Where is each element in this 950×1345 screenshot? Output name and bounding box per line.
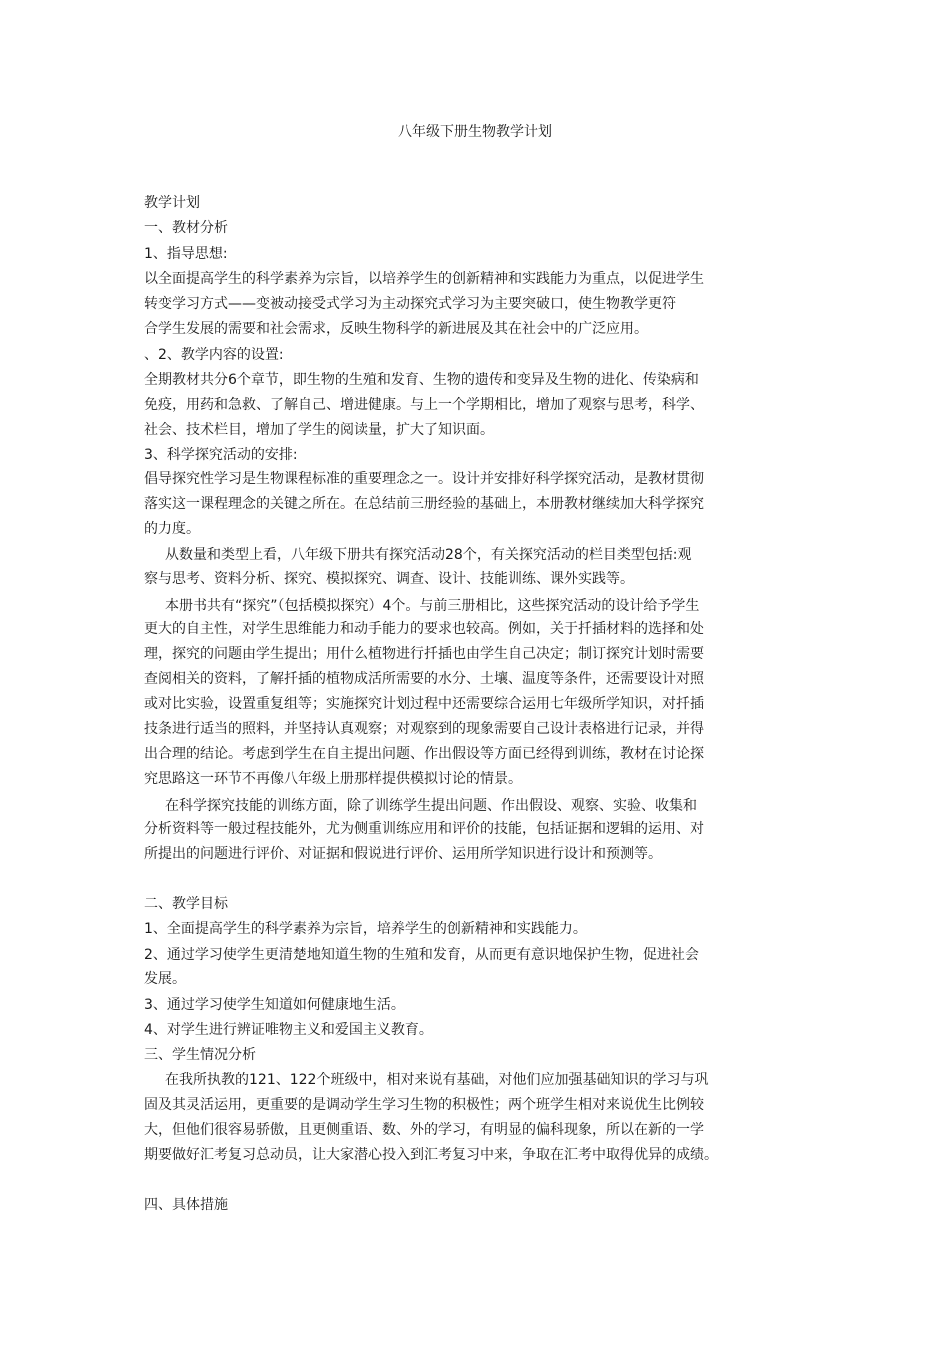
list-item: 4、对学生进行辨证唯物主义和爱国主义教育。 bbox=[144, 1022, 433, 1038]
section-heading-textbook-analysis: 一、教材分析 bbox=[144, 220, 228, 236]
paragraph-line: 究思路这一环节不再像八年级上册那样提供模拟讨论的情景。 bbox=[144, 771, 522, 787]
paragraph-line: 免疫，用药和急救、了解自己、增进健康。与上一个学期相比，增加了观察与思考，科学、 bbox=[144, 397, 704, 413]
paragraph-line: 转变学习方式——变被动接受式学习为主动探究式学习为主要突破口，使生物教学更符 bbox=[144, 296, 676, 312]
heading-teaching-plan: 教学计划 bbox=[144, 195, 200, 211]
paragraph-line: 技条进行适当的照料，并坚持认真观察；对观察到的现象需要自己设计表格进行记录，并得 bbox=[144, 721, 704, 737]
subheading-guiding-thought: 1、指导思想: bbox=[144, 246, 228, 262]
paragraph-line: 大，但他们很容易骄傲，且更侧重语、数、外的学习，有明显的偏科现象，所以在新的一学 bbox=[144, 1122, 704, 1138]
paragraph-line: 倡导探究性学习是生物课程标准的重要理念之一。设计并安排好科学探究活动，是教材贯彻 bbox=[144, 471, 704, 487]
paragraph-line: 在科学探究技能的训练方面，除了训练学生提出问题、作出假设、观察、实验、收集和 bbox=[165, 798, 697, 814]
paragraph-line: 分析资料等一般过程技能外，尤为侧重训练应用和评价的技能，包括证据和逻辑的运用、对 bbox=[144, 821, 704, 837]
subheading-content-setup: 、2、教学内容的设置: bbox=[144, 347, 284, 363]
paragraph-line: 以全面提高学生的科学素养为宗旨，以培养学生的创新精神和实践能力为重点，以促进学生 bbox=[144, 271, 704, 287]
paragraph-line: 期要做好汇考复习总动员，让大家潜心投入到汇考复习中来，争取在汇考中取得优异的成绩。 bbox=[144, 1147, 718, 1163]
paragraph-line: 更大的自主性，对学生思维能力和动手能力的要求也较高。例如，关于扦插材料的选择和处 bbox=[144, 621, 704, 637]
paragraph-line: 的力度。 bbox=[144, 521, 200, 537]
subheading-inquiry-activities: 3、科学探究活动的安排: bbox=[144, 447, 298, 463]
paragraph-line: 固及其灵活运用，更重要的是调动学生学习生物的积极性；两个班学生相对来说优生比例较 bbox=[144, 1097, 704, 1113]
section-heading-teaching-goals: 二、教学目标 bbox=[144, 896, 228, 912]
document-title: 八年级下册生物教学计划 bbox=[398, 124, 552, 140]
list-item-continuation: 发展。 bbox=[144, 971, 186, 987]
paragraph-line: 合学生发展的需要和社会需求，反映生物科学的新进展及其在社会中的广泛应用。 bbox=[144, 321, 648, 337]
paragraph-line: 落实这一课程理念的关键之所在。在总结前三册经验的基础上，本册教材继续加大科学探究 bbox=[144, 496, 704, 512]
paragraph-line: 本册书共有“探究”（包括模拟探究）4个。与前三册相比，这些探究活动的设计给予学生 bbox=[165, 598, 700, 614]
section-heading-specific-measures: 四、具体措施 bbox=[144, 1197, 228, 1213]
list-item: 1、全面提高学生的科学素养为宗旨，培养学生的创新精神和实践能力。 bbox=[144, 921, 587, 937]
paragraph-line: 社会、技术栏目，增加了学生的阅读量，扩大了知识面。 bbox=[144, 422, 494, 438]
paragraph-line: 理，探究的问题由学生提出；用什么植物进行扦插也由学生自己决定；制订探究计划时需要 bbox=[144, 646, 704, 662]
paragraph-line: 全期教材共分6个章节，即生物的生殖和发育、生物的遗传和变异及生物的进化、传染病和 bbox=[144, 372, 699, 388]
list-item: 2、通过学习使学生更清楚地知道生物的生殖和发育，从而更有意识地保护生物，促进社会 bbox=[144, 947, 699, 963]
paragraph-line: 在我所执教的121、122个班级中，相对来说有基础，对他们应加强基础知识的学习与巩 bbox=[165, 1072, 709, 1088]
list-item: 3、通过学习使学生知道如何健康地生活。 bbox=[144, 997, 405, 1013]
paragraph-line: 出合理的结论。考虑到学生在自主提出问题、作出假设等方面已经得到训练，教材在讨论探 bbox=[144, 746, 704, 762]
paragraph-line: 所提出的问题进行评价、对证据和假说进行评价、运用所学知识进行设计和预测等。 bbox=[144, 846, 662, 862]
paragraph-line: 查阅相关的资料，了解扦插的植物成活所需要的水分、土壤、温度等条件，还需要设计对照 bbox=[144, 671, 704, 687]
paragraph-line: 或对比实验，设置重复组等；实施探究计划过程中还需要综合运用七年级所学知识，对扦插 bbox=[144, 696, 704, 712]
paragraph-line: 察与思考、资料分析、探究、模拟探究、调查、设计、技能训练、课外实践等。 bbox=[144, 571, 634, 587]
paragraph-line: 从数量和类型上看，八年级下册共有探究活动28个，有关探究活动的栏目类型包括:观 bbox=[165, 547, 692, 563]
section-heading-student-analysis: 三、学生情况分析 bbox=[144, 1047, 256, 1063]
